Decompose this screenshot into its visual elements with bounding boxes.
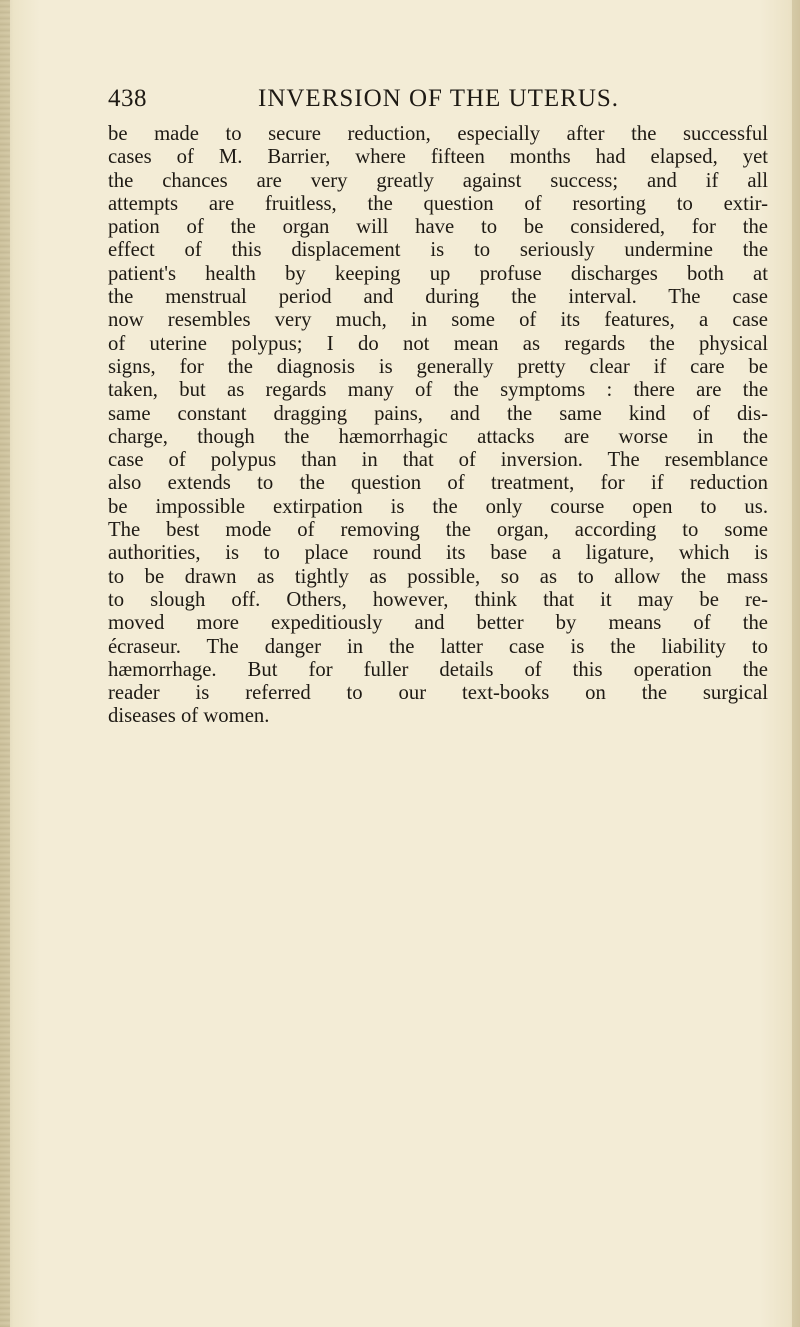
- text-line: pation of the organ will have to be considered, for the: [108, 216, 768, 239]
- page-number: 438: [108, 85, 147, 112]
- text-line: to be drawn as tightly as possible, so as to allow the mass: [108, 565, 768, 588]
- page-header: [108, 85, 758, 121]
- text-line: charge, though the hæmorrhagic attacks are worse in the: [108, 425, 768, 448]
- page-right-edge: [792, 0, 800, 1327]
- text-line: reader is referred to our text-books on the surgical: [108, 682, 768, 705]
- text-line: to slough off. Others, however, think that it may be re-: [108, 588, 768, 611]
- text-line: authorities, is to place round its base a ligature, which is: [108, 542, 768, 565]
- text-line: now resembles very much, in some of its features, a case: [108, 309, 768, 332]
- text-line: signs, for the diagnosis is generally pretty clear if care be: [108, 355, 768, 378]
- text-line: attempts are fruitless, the question of resorting to extir-: [108, 192, 768, 215]
- text-line: hæmorrhage. But for fuller details of this operation the: [108, 658, 768, 681]
- text-line: The best mode of removing the organ, according to some: [108, 519, 768, 542]
- text-line: be impossible extirpation is the only course open to us.: [108, 495, 768, 518]
- running-head: INVERSION OF THE UTERUS.: [258, 85, 620, 112]
- body-paragraph: [108, 123, 768, 729]
- text-line: diseases of women.: [108, 705, 270, 728]
- text-line: the menstrual period and during the interval. The case: [108, 286, 768, 309]
- text-line: cases of M. Barrier, where fifteen months had elapsed, yet: [108, 146, 768, 169]
- text-line: taken, but as regards many of the symptoms : there are the: [108, 379, 768, 402]
- page-gutter-edge: [0, 0, 10, 1327]
- text-line: effect of this displacement is to seriously undermine the: [108, 239, 768, 262]
- text-line: also extends to the question of treatment, for if reduction: [108, 472, 768, 495]
- text-line: the chances are very greatly against success; and if all: [108, 169, 768, 192]
- text-line: of uterine polypus; I do not mean as regards the physical: [108, 332, 768, 355]
- text-line: écraseur. The danger in the latter case is the liability to: [108, 635, 768, 658]
- text-line: patient's health by keeping up profuse discharges both at: [108, 262, 768, 285]
- text-line: be made to secure reduction, especially after the successful: [108, 123, 768, 145]
- text-line: same constant dragging pains, and the same kind of dis-: [108, 402, 768, 425]
- text-line: moved more expeditiously and better by means of the: [108, 612, 768, 635]
- text-line: case of polypus than in that of inversion. The resemblance: [108, 449, 768, 472]
